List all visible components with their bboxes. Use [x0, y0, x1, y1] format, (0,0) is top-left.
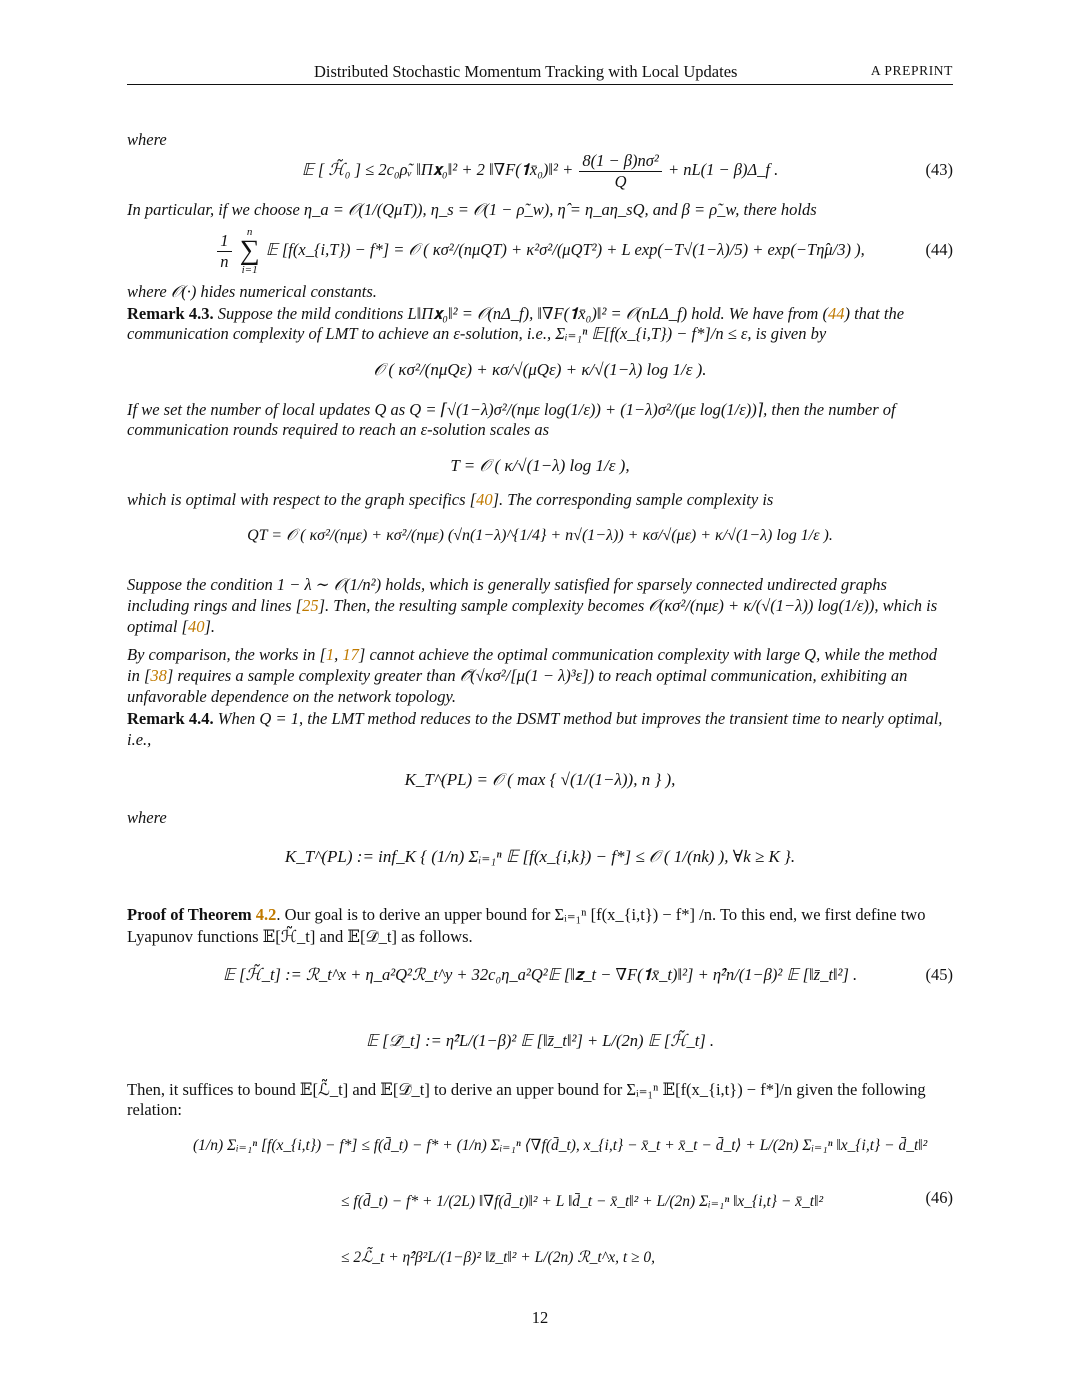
- eq43-fraction: [579, 151, 661, 192]
- remark-4-4-text: When Q = 1, the LMT method reduces to the DSMT method but improves the transient time to nearly optimal, i.e.,: [127, 709, 943, 749]
- optimal-text: which is optimal with respect to the graph specifics [: [127, 490, 477, 509]
- suppose-text-3: ].: [204, 617, 216, 636]
- suppose-paragraph: [127, 574, 953, 637]
- where-hides-text: where 𝒪(·) hides numerical constants.: [127, 282, 377, 301]
- compare-text-2: ] cannot achieve the optimal communication complexity with large Q, while the method in [: [127, 645, 938, 685]
- ref-17-link[interactable]: 17: [342, 645, 359, 664]
- in-particular-text: In particular, if we choose η_a = 𝒪(1/(QμT)), η_s = 𝒪(1 − ρ̃_w), η̂ = η_aη_sQ, and β = ρ̃_w, there holds: [127, 200, 817, 219]
- set-q-paragraph: If we set the number of local updates Q as Q = ⌈√(1−λ)σ²/(nμε log(1/ε)) + (1−λ)σ²/(με log(1/ε))⌉, then the number of communication rounds required to reach an ε-solution scales as: [127, 400, 896, 439]
- equation-QT: QT = 𝒪 ( κσ²/(nμε) + κσ²/(nμε) (√n(1−λ)^{1/4} + n√(1−λ)) + κσ/√(με) + κ/√(1−λ) log 1/ε ).: [247, 527, 833, 544]
- compare-text-3: ] requires a sample complexity greater than 𝒪̃(√κσ²/[μ(1 − λ)³ε]) to reach optimal communication, exhibiting an unfavorable dependence on the network topology.: [127, 666, 908, 706]
- equation-KT-definition: K_T^(PL) := inf_K { (1/n) Σᵢ₌₁ⁿ 𝔼 [f(x_{i,k}) − f*] ≤ 𝒪 ( 1/(nk) ), ∀k ≥ K }.: [284, 847, 796, 866]
- remark-4-3-text2: that the communication complexity of LMT to achieve an ε-solution, i.e., Σᵢ₌₁ⁿ 𝔼[f(x_{i,T}) − f*]/n ≤ ε, is given by: [127, 304, 905, 343]
- where-label-2: where: [127, 808, 167, 827]
- remark-4-3-label: Remark 4.3.: [127, 304, 214, 323]
- eq46-line-3: ≤ 2ℒ̃_t + η̂²β²L/(1−β)² ‖z̄_t‖² + L/(2n) ℛ_t^x, t ≥ 0,: [341, 1249, 656, 1266]
- eq44-one-over-n: $\frac{1}{n}$: [217, 231, 231, 272]
- equation-T: T = 𝒪 ( κ/√(1−λ) log 1/ε ),: [450, 456, 630, 475]
- ref-40-link-a[interactable]: 40: [476, 490, 493, 509]
- page-number: 12: [531, 1308, 549, 1327]
- ref-25-link[interactable]: 25: [302, 596, 319, 615]
- equation-Dt: 𝔼 [𝒟̃_t] := η̂²L/(1−β)² 𝔼 [‖z̄_t‖²] + L/(2n) 𝔼 [ℋ̃_t] .: [365, 1031, 715, 1050]
- eq46-number: (46): [925, 1188, 953, 1207]
- eq44-sum: n ∑ i=1: [239, 226, 260, 276]
- eq43-den: Q: [614, 171, 627, 191]
- eq-44-link[interactable]: 44: [827, 304, 845, 323]
- running-header: [127, 62, 953, 84]
- then-paragraph: Then, it suffices to bound 𝔼[ℒ̃_t] and 𝔼[𝒟̃_t] to derive an upper bound for Σᵢ₌₁ⁿ 𝔼[f(x_{i,t}) − f*]/n given the following relation:: [127, 1080, 926, 1119]
- optimal-paragraph: [127, 490, 953, 510]
- equation-44: [127, 222, 953, 278]
- eq45-number: (45): [925, 965, 953, 984]
- eq46-line-2: ≤ f(d̄_t) − f* + 1/(2L) ‖∇f(d̄_t)‖² + L ‖d̄_t − x̄_t‖² + L/(2n) Σᵢ₌₁ⁿ ‖x_{i,t} − x̄_t‖²: [341, 1193, 824, 1210]
- remark-4-3-text: Suppose the mild conditions L‖Π𝐱₀‖² = 𝒪(nΔ_f), ‖∇F(𝟏x̄₀)‖² = 𝒪(nLΔ_f) hold. We have from: [217, 304, 819, 323]
- equation-KT: K_T^(PL) = 𝒪 ( max { √(1/(1−λ)), n } ),: [404, 770, 676, 789]
- compare-text-1: By comparison, the works in [: [127, 645, 326, 664]
- eq43-lhs: 𝔼 [ ℋ̃₀ ] ≤ 2c₀ρ̃ᵥ ‖Π𝐱₀‖² + 2 ‖∇F(𝟏x̄₀)‖² +: [301, 160, 574, 179]
- suppose-text-1: Suppose the condition 1 − λ ∼ 𝒪(1/n²) holds, which is generally satisfied for sparsely connected undirected graphs including rings and lines [: [127, 575, 887, 615]
- comparison-paragraph: By comparison, the works in [1, 17] cannot achieve the optimal communication complexity with large Q, while the method in [38] requires a sample complexity greater than 𝒪̃(√κσ²/[μ(1 − λ)³ε]) to reach optimal communication, exhibiting an unfavorable dependence on the network topology.: [127, 645, 938, 706]
- remark-4-4-label: Remark 4.4.: [127, 709, 214, 728]
- ref-38-link[interactable]: 38: [150, 666, 167, 685]
- eq44-number: (44): [925, 240, 953, 259]
- proof-label: Proof of Theorem: [127, 905, 252, 924]
- suppose-text-2: ]. Then, the resulting sample complexity becomes 𝒪(κσ²/(nμε) + κ/(√(1−λ)) log(1/ε)), which is optimal [: [127, 596, 938, 636]
- eq46-line-1: (1/n) Σᵢ₌₁ⁿ [f(x_{i,t}) − f*] ≤ f(d̄_t) − f* + (1/n) Σᵢ₌₁ⁿ ⟨∇f(d̄_t), x_{i,t} − x̄_t + x̄_t − d̄_t⟩ + L/(2n) Σᵢ₌₁ⁿ ‖x_{i,t} − d̄_t‖²: [193, 1137, 928, 1154]
- eq44-body: 𝔼 [f(x_{i,T}) − f*] = 𝒪 ( κσ²/(nμQT) + κ²σ²/(μQT²) + L exp(−T√(1−λ)/5) + exp(−Tη̂μ/3) ),: [265, 240, 865, 259]
- where-label-1: where: [127, 130, 167, 149]
- proof-text: . Our goal is to derive an upper bound for Σᵢ₌₁ⁿ [f(x_{i,t}) − f*] /n. To this end, we first define two Lyapunov functions 𝔼[ℋ̃_t] and 𝔼[𝒟̃_t] as follows.: [127, 905, 926, 946]
- ref-40-link-b[interactable]: 40: [187, 617, 205, 636]
- equation-45: [127, 954, 953, 996]
- eq43-num: 8(1 − β)nσ²: [579, 151, 661, 172]
- header-title: Distributed Stochastic Momentum Tracking with Local Updates: [314, 62, 738, 81]
- ref-1-link[interactable]: 1: [325, 645, 335, 664]
- equation-46: [127, 1120, 953, 1280]
- header-rule: [127, 84, 953, 85]
- eq43-number: (43): [925, 160, 953, 179]
- equation-43: [127, 148, 953, 192]
- equation-communication-complexity: 𝒪 ( κσ²/(nμQε) + κσ/√(μQε) + κ/√(1−λ) log 1/ε ).: [373, 360, 707, 379]
- remark-4-4-paragraph: [127, 708, 953, 750]
- remark-4-3-paragraph: Remark 4.3. Suppose the mild conditions L‖Π𝐱₀‖² = 𝒪(nΔ_f), ‖∇F(𝟏x̄₀)‖² = 𝒪(nLΔ_f) hold. We have from (44) that the communication complexity of LMT to achieve an ε-solution, i.e., Σᵢ₌₁ⁿ 𝔼[f(x_{i,T}) − f*]/n ≤ ε, is given by: [127, 304, 905, 343]
- theorem-4-2-link[interactable]: 4.2: [255, 905, 277, 924]
- header-label: A PREPRINT: [870, 63, 953, 78]
- eq45-body: 𝔼 [ℋ̃_t] := ℛ_t^x + η_a²Q²ℛ_t^y + 32c₀η_a²Q²𝔼 [‖𝐳_t − ∇F(𝟏x̄_t)‖²] + η̂²n/(1−β)² 𝔼 [‖z̄_t‖²] .: [222, 965, 858, 984]
- eq43-rhs: + nL(1 − β)Δ_f .: [667, 160, 779, 179]
- proof-paragraph: [127, 904, 953, 948]
- optimal-end-text: ]. The corresponding sample complexity is: [492, 490, 774, 509]
